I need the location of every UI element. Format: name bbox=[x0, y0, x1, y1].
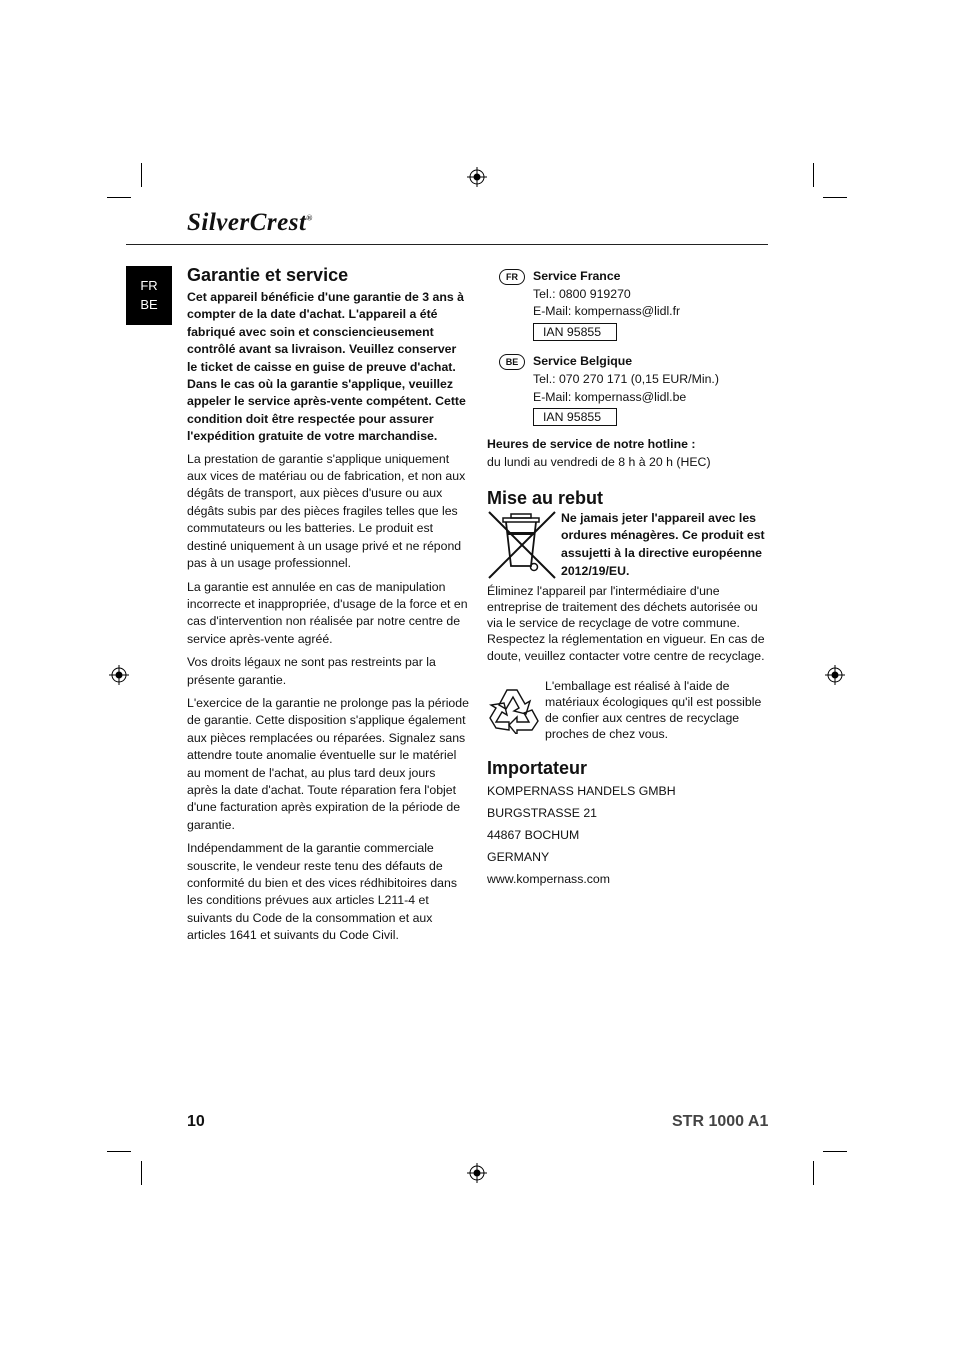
crop-mark bbox=[823, 1151, 847, 1152]
crop-mark bbox=[141, 1161, 142, 1185]
importer-city: 44867 BOCHUM bbox=[487, 827, 580, 842]
service-name: Service Belgique bbox=[533, 354, 633, 369]
warranty-paragraph: L'exercice de la garantie ne prolonge pas la période de garantie. Cette disposition s'applique également aux pièces remplacées ou réparées. Signalez sans attendre toute anomalie éventuelle sur le matériel au moment de l'achat, au plus tard deux jours après la date d'achat. Toute réparation fera l'objet d'une facturation après expiration de la période de garantie. bbox=[187, 695, 469, 832]
right-column bbox=[487, 268, 769, 890]
registered-mark: ® bbox=[306, 213, 313, 223]
crop-mark bbox=[813, 1161, 814, 1185]
service-belgium bbox=[487, 353, 769, 426]
country-badge-be: BE bbox=[499, 354, 525, 370]
packaging-text: L'emballage est réalisé à l'aide de matériaux écologiques qu'il est possible de confier aux centres de recyclage proches de chez vous. bbox=[545, 678, 762, 742]
service-phone: Tel.: 070 270 171 (0,15 EUR/Min.) bbox=[533, 371, 719, 386]
hotline-hours: du lundi au vendredi de 8 h à 20 h (HEC) bbox=[487, 454, 711, 469]
brand-logo bbox=[187, 209, 313, 237]
disposal-text: Éliminez l'appareil par l'intermédiaire d'une entreprise de traitement des déchets autorisée ou via le service de recyclage de votre commune. Respectez la réglementation en vigueur. En cas de doute, veuillez contacter votre centre de recyclage. bbox=[487, 583, 765, 663]
hotline-block bbox=[487, 435, 769, 471]
country-badge-fr: FR bbox=[499, 269, 525, 285]
lang-fr: FR bbox=[140, 278, 158, 293]
packaging-block bbox=[487, 678, 769, 743]
registration-mark-icon bbox=[825, 665, 845, 685]
importer-address bbox=[487, 780, 769, 890]
warranty-title: Garantie et service bbox=[187, 265, 349, 285]
importer-street: BURGSTRASSE 21 bbox=[487, 805, 598, 820]
disposal-warning-block bbox=[487, 510, 769, 582]
importer-title: Importateur bbox=[487, 757, 588, 778]
service-email: E-Mail: kompernass@lidl.be bbox=[533, 389, 687, 404]
service-phone: Tel.: 0800 919270 bbox=[533, 286, 631, 301]
lang-be: BE bbox=[140, 297, 158, 312]
service-email: E-Mail: kompernass@lidl.fr bbox=[533, 304, 681, 319]
disposal-title: Mise au rebut bbox=[487, 487, 604, 508]
brand-name: SilverCrest bbox=[187, 209, 307, 236]
service-name: Service France bbox=[533, 269, 621, 283]
ian-box: IAN 95855 bbox=[533, 323, 617, 341]
ian-box: IAN 95855 bbox=[533, 408, 617, 426]
importer-country: GERMANY bbox=[487, 849, 550, 864]
warranty-paragraph: Indépendamment de la garantie commerciale souscrite, le vendeur reste tenu des défauts de conformité du bien et des vices rédhibitoires dans les conditions prévues aux articles L211-4 et suivants du Code de la consommation et aux articles 1641 et suivants du Code Civil. bbox=[187, 841, 457, 943]
crop-mark bbox=[107, 197, 131, 198]
warranty-paragraph: Vos droits légaux ne sont pas restreints par la présente garantie. bbox=[187, 655, 436, 687]
crossed-bin-icon bbox=[487, 510, 557, 580]
model-number: STR 1000 A1 bbox=[672, 1113, 769, 1130]
crop-mark bbox=[813, 163, 814, 187]
importer-company: KOMPERNASS HANDELS GMBH bbox=[487, 783, 676, 798]
header-rule bbox=[126, 244, 768, 245]
page-number: 10 bbox=[187, 1113, 205, 1130]
warranty-paragraph: La garantie est annulée en cas de manipulation incorrecte et inappropriée, d'usage de la force et en cas d'intervention non réalisée par notre centre de service après-vente agréé. bbox=[187, 579, 468, 646]
disposal-warning: Ne jamais jeter l'appareil avec les ordures ménagères. Ce produit est assujetti à la directive européenne 2012/19/EU. bbox=[561, 510, 765, 578]
recycling-icon bbox=[487, 684, 541, 734]
crop-mark bbox=[823, 197, 847, 198]
importer-website: www.kompernass.com bbox=[487, 871, 611, 886]
registration-mark-icon bbox=[467, 167, 487, 187]
hotline-title: Heures de service de notre hotline : bbox=[487, 436, 696, 451]
warranty-paragraph: La prestation de garantie s'applique uniquement aux vices de matériau ou de fabrication, et non aux dégâts de transport, aux pièces d'usure ou aux dégâts subis par des pièces fragiles telles que les commutateurs ou les batteries. Le produit est destiné uniquement à un usage privé et ne répond pas à un usage professionnel. bbox=[187, 451, 466, 571]
registration-mark-icon bbox=[109, 665, 129, 685]
warranty-intro: Cet appareil bénéficie d'une garantie de 3 ans à compter de la date d'achat. L'appareil a été fabriqué avec soin et consciencieusement contrôlé avant sa livraison. Veuillez conserver le ticket de caisse en guise de preuve d'achat. Dans le cas où la garantie s'applique, veuillez appeler le service après-vente compétent. Cette condition doit être respectée pour assurer l'expédition gratuite de votre marchandise. bbox=[187, 290, 466, 444]
registration-mark-icon bbox=[467, 1163, 487, 1183]
crop-mark bbox=[107, 1151, 131, 1152]
service-france bbox=[487, 268, 769, 341]
language-tab bbox=[126, 266, 172, 325]
crop-mark bbox=[141, 163, 142, 187]
warranty-section bbox=[187, 264, 469, 951]
